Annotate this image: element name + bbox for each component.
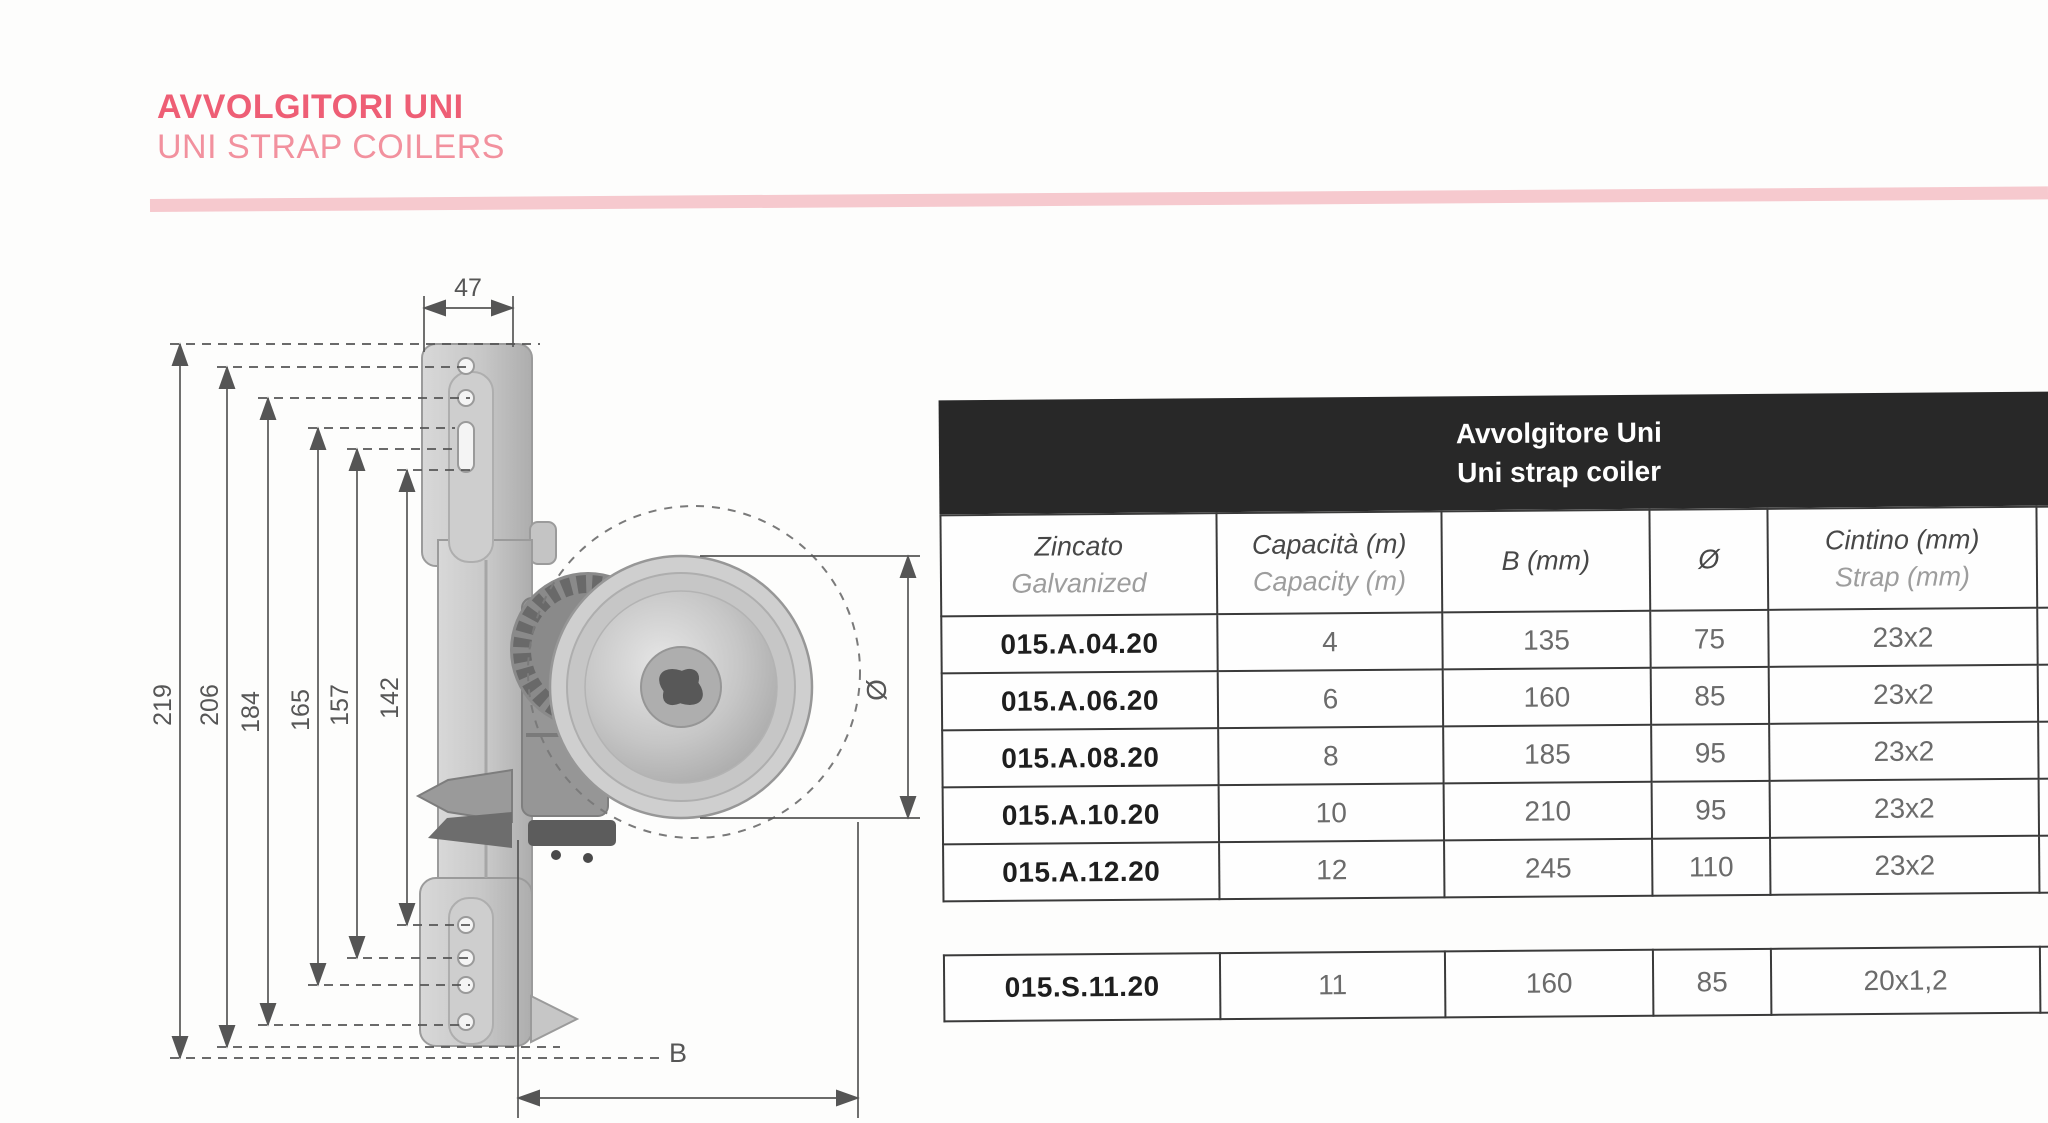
cutoff-cell (2039, 778, 2048, 836)
table-row (943, 778, 2048, 845)
cutoff-cell (2039, 835, 2048, 893)
strap-value: 23x2 (1770, 779, 2039, 838)
spec-table (939, 505, 2048, 903)
diameter-value: 95 (1651, 724, 1769, 782)
col-header-cintino: Cintino (mm) Strap (mm) (1767, 507, 2037, 610)
product-code: 015.A.04.20 (941, 614, 1217, 673)
table-gap (943, 893, 2048, 955)
dim-label-diameter: Ø (861, 679, 892, 701)
col-header-diameter: Ø (1649, 509, 1768, 611)
b-value: 135 (1442, 611, 1650, 670)
dim-label-47: 47 (454, 274, 482, 302)
table-title-it: Avvolgitore Uni (1455, 416, 1662, 450)
cutoff-cell (2037, 607, 2048, 665)
dim-label-184: 184 (237, 691, 265, 733)
dim-label-165: 165 (287, 689, 315, 731)
table-row (944, 946, 2048, 1022)
diameter-value: 75 (1650, 610, 1768, 668)
header-row (940, 506, 2048, 617)
col-header-zincato: Zincato Galvanized (940, 513, 1217, 616)
product-code: 015.A.10.20 (943, 785, 1219, 844)
dim-label-219: 219 (149, 684, 177, 726)
dim-label-142: 142 (376, 677, 404, 719)
diameter-value: 85 (1653, 949, 1772, 1016)
product-code: 015.A.12.20 (943, 842, 1219, 901)
product-code: 015.A.06.20 (942, 671, 1218, 730)
col-header-capacita: Capacità (m) Capacity (m) (1216, 511, 1442, 614)
spec-table-section (939, 391, 2048, 1023)
table-row (942, 664, 2048, 731)
mounting-hole (458, 358, 474, 374)
b-value: 210 (1444, 782, 1652, 841)
spec-table-extra (943, 945, 2048, 1023)
table-row (941, 607, 2048, 674)
latch-hook (418, 770, 512, 848)
strap-value: 23x2 (1769, 665, 2038, 724)
dim-label-157: 157 (326, 684, 354, 726)
col-header-cutoff (2036, 506, 2048, 608)
diameter-value: 110 (1652, 838, 1770, 896)
capacity-value: 11 (1220, 951, 1446, 1019)
capacity-value: 12 (1219, 840, 1444, 899)
diameter-value: 85 (1651, 667, 1769, 725)
b-value: 160 (1443, 668, 1651, 727)
b-value: 185 (1443, 725, 1651, 784)
table-title-band (939, 391, 2048, 515)
col-header-b: B (mm) (1441, 510, 1650, 613)
mounting-slot (458, 422, 474, 472)
dim-label-206: 206 (196, 684, 224, 726)
capacity-value: 8 (1218, 726, 1443, 785)
page-subtitle: UNI STRAP COILERS (157, 128, 505, 166)
b-value: 160 (1445, 950, 1654, 1018)
cutoff-cell (2038, 664, 2048, 722)
cutoff-cell (2040, 946, 2048, 1013)
capacity-value: 10 (1219, 783, 1444, 842)
product-code: 015.S.11.20 (944, 953, 1221, 1021)
coiler-drum (550, 556, 812, 818)
dim-label-b: B (668, 1038, 688, 1068)
page-title: AVVOLGITORI UNI (157, 88, 464, 126)
product-code: 015.A.08.20 (942, 728, 1218, 787)
cutoff-cell (2038, 721, 2048, 779)
strap-value: 20x1,2 (1771, 947, 2041, 1015)
strap-value: 23x2 (1770, 836, 2039, 895)
table-row (943, 835, 2048, 902)
capacity-value: 4 (1217, 612, 1442, 671)
b-value: 245 (1444, 839, 1652, 898)
strap-slot (528, 820, 616, 846)
mounting-hole (458, 1014, 474, 1030)
table-row (942, 721, 2048, 788)
capacity-value: 6 (1218, 669, 1443, 728)
strap-value: 23x2 (1769, 722, 2038, 781)
strap-value: 23x2 (1768, 608, 2037, 667)
diameter-value: 95 (1652, 781, 1770, 839)
table-title-en: Uni strap coiler (1457, 455, 1662, 489)
